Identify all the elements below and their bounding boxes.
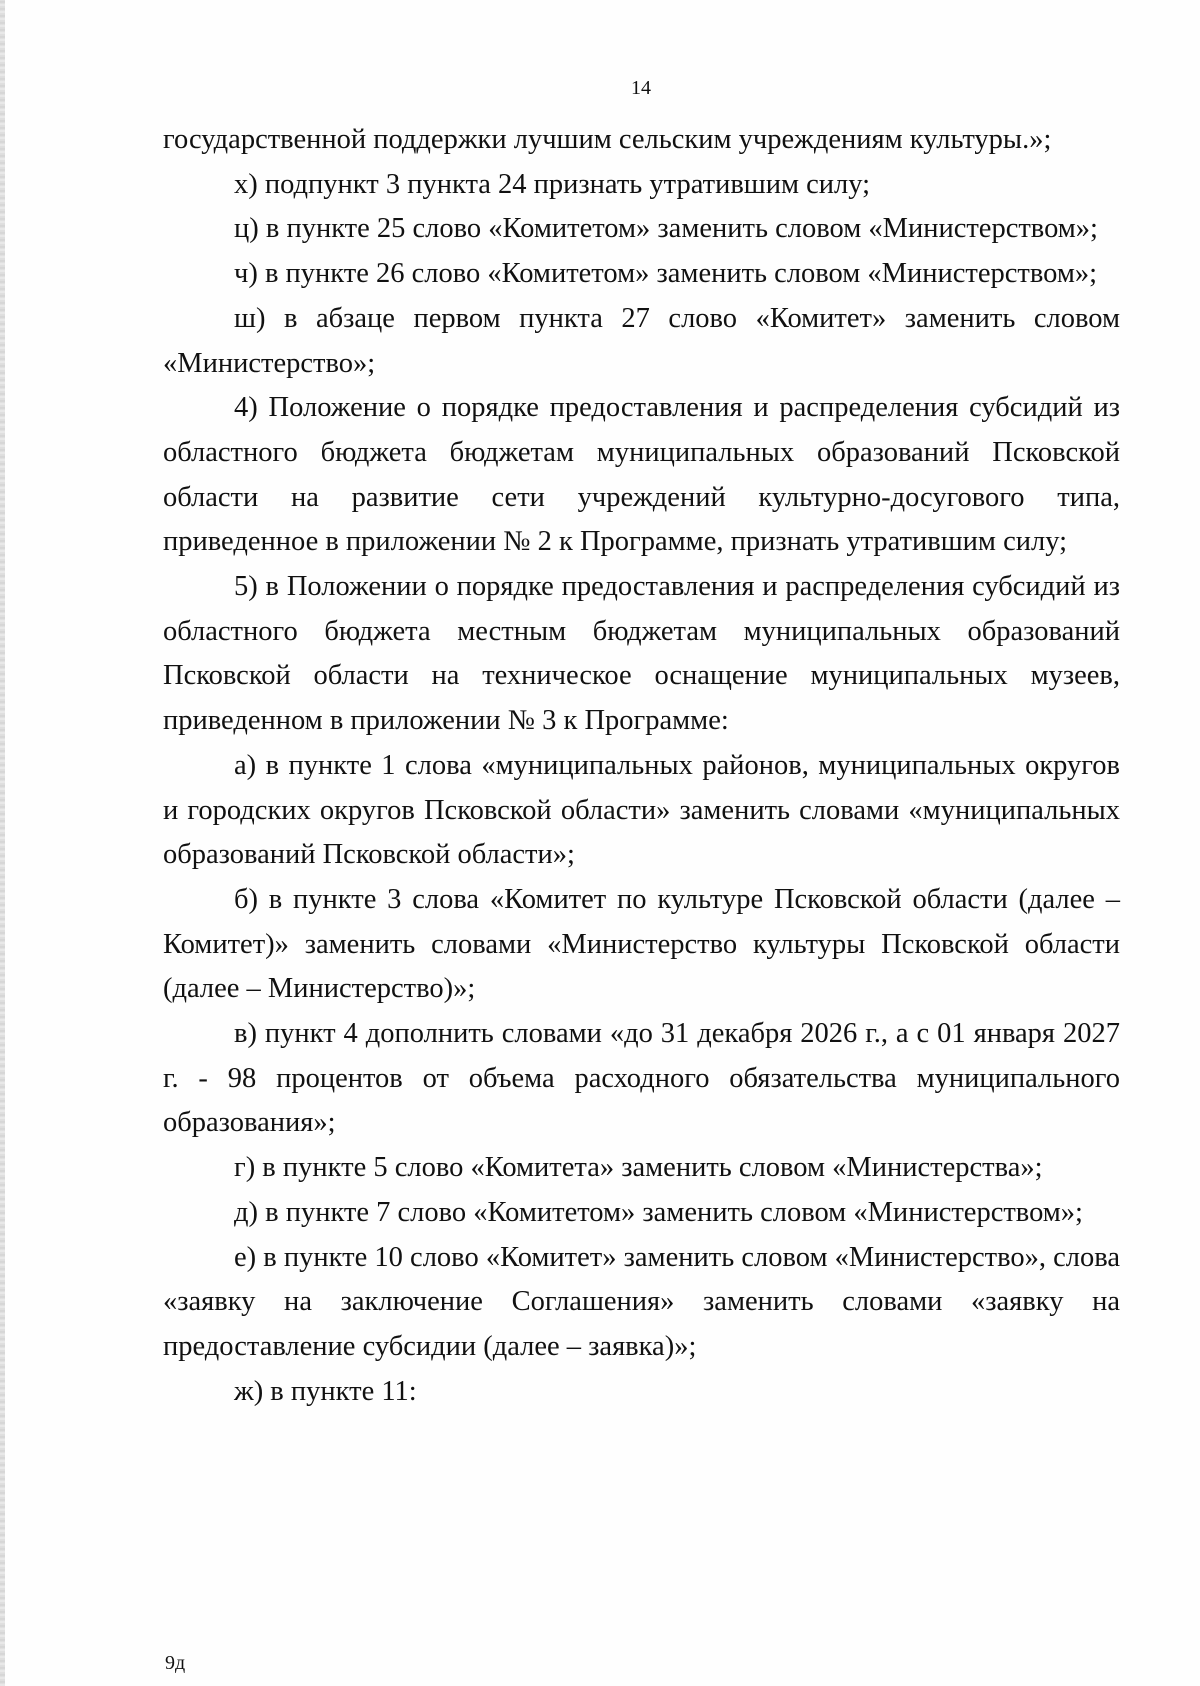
document-paragraph: в) пункт 4 дополнить словами «до 31 декабря 2026 г., а с 01 января 2027 г. - 98 процентов от объема расходного обязательства муниципального образования»; (163, 1018, 1120, 1139)
document-paragraph: г) в пункте 5 слово «Комитета» заменить словом «Министерства»; (234, 1152, 1043, 1184)
page-number: 14 (631, 77, 651, 99)
document-body (163, 118, 1120, 1414)
document-paragraph: ч) в пункте 26 слово «Комитетом» заменить словом «Министерством»; (234, 258, 1098, 290)
footer-code: 9д (165, 1652, 186, 1674)
document-paragraph: д) в пункте 7 слово «Комитетом» заменить словом «Министерством»; (234, 1196, 1083, 1228)
document-paragraph: 4) Положение о порядке предоставления и распределения субсидий из областного бюджета бюджетам муниципальных образований Псковской области на развитие сети учреждений культурно-досугового типа, приведенное в приложении № 2 к Программе, признать утратившим силу; (163, 392, 1120, 558)
document-paragraph: е) в пункте 10 слово «Комитет» заменить словом «Министерство», слова «заявку на заключение Соглашения» заменить словами «заявку на предоставление субсидии (далее – заявка)»; (163, 1241, 1120, 1362)
document-paragraph: ж) в пункте 11: (234, 1375, 417, 1407)
document-paragraph: б) в пункте 3 слова «Комитет по культуре Псковской области (далее – Комитет)» заменить словами «Министерство культуры Псковской области (далее – Министерство)»; (163, 883, 1120, 1005)
document-paragraph: ш) в абзаце первом пункта 27 слово «Комитет» заменить словом «Министерство»; (163, 302, 1120, 379)
scan-edge-decoration (0, 0, 5, 1686)
document-paragraph: государственной поддержки лучшим сельским учреждениям культуры.»; (163, 124, 1052, 155)
document-paragraph: 5) в Положении о порядке предоставления и распределения субсидий из областного бюджета местным бюджетам муниципальных образований Псковской области на техническое оснащение муниципальных музеев, приведенном в приложении № 3 к Программе: (163, 571, 1120, 737)
document-paragraph: ц) в пункте 25 слово «Комитетом» заменить словом «Министерством»; (234, 213, 1098, 245)
document-paragraph: а) в пункте 1 слова «муниципальных районов, муниципальных округов и городских округов Псковской области» заменить словами «муниципальных образований Псковской области»; (163, 749, 1120, 871)
document-paragraph: х) подпункт 3 пункта 24 признать утратившим силу; (234, 168, 871, 200)
